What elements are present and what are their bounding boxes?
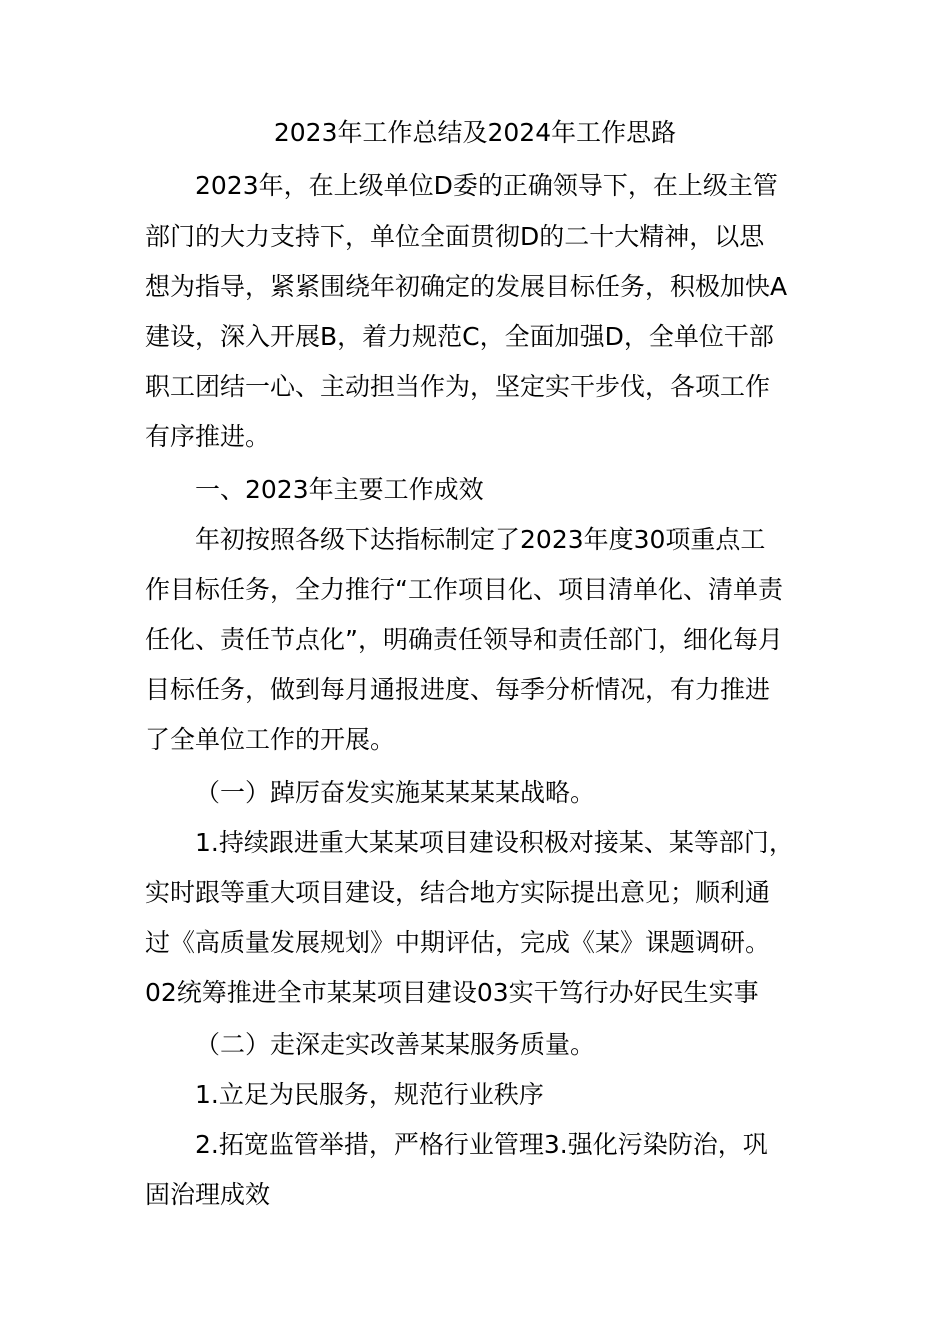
paragraph-line: 目标任务，做到每月通报进度、每季分析情况，有力推进 <box>145 675 771 704</box>
paragraph-line: 实时跟等重大项目建设，结合地方实际提出意见；顺利通 <box>145 878 771 907</box>
paragraph-line: 部门的大力支持下，单位全面贯彻D的二十大精神，以思 <box>145 222 765 251</box>
paragraph-line: 固治理成效 <box>145 1180 271 1209</box>
paragraph-line: 了全单位工作的开展。 <box>145 725 396 754</box>
paragraph-line: 2.拓宽监管举措，严格行业管理3.强化污染防治，巩 <box>195 1130 768 1159</box>
section-heading: 一、2023年主要工作成效 <box>195 475 484 504</box>
paragraph-line: 职工团结一心、主动担当作为，坚定实干步伐，各项工作 <box>145 372 771 401</box>
paragraph-line: 02统筹推进全市某某项目建设03实干笃行办好民生实事 <box>145 978 759 1007</box>
paragraph-line: 想为指导，紧紧围绕年初确定的发展目标任务，积极加快A <box>145 272 788 301</box>
paragraph-line: 有序推进。 <box>145 422 271 451</box>
paragraph-line: 过《高质量发展规划》中期评估，完成《某》课题调研。 <box>145 928 771 957</box>
document-title: 2023年工作总结及2024年工作思路 <box>273 118 677 147</box>
paragraph-line: 作目标任务，全力推行“工作项目化、项目清单化、清单责 <box>145 575 783 604</box>
subsection-heading: （一）踔厉奋发实施某某某某战略。 <box>195 778 596 807</box>
paragraph-line: 1.立足为民服务，规范行业秩序 <box>195 1080 544 1109</box>
paragraph-line: 任化、责任节点化”，明确责任领导和责任部门，细化每月 <box>145 625 783 654</box>
paragraph-line: 年初按照各级下达指标制定了2023年度30项重点工 <box>195 525 766 554</box>
subsection-heading: （二）走深走实改善某某服务质量。 <box>195 1030 596 1059</box>
paragraph-line: 2023年，在上级单位D委的正确领导下，在上级主管 <box>195 171 778 200</box>
paragraph-line: 建设，深入开展B，着力规范C，全面加强D，全单位干部 <box>145 322 774 351</box>
paragraph-line: 1.持续跟进重大某某项目建设积极对接某、某等部门， <box>195 828 794 857</box>
